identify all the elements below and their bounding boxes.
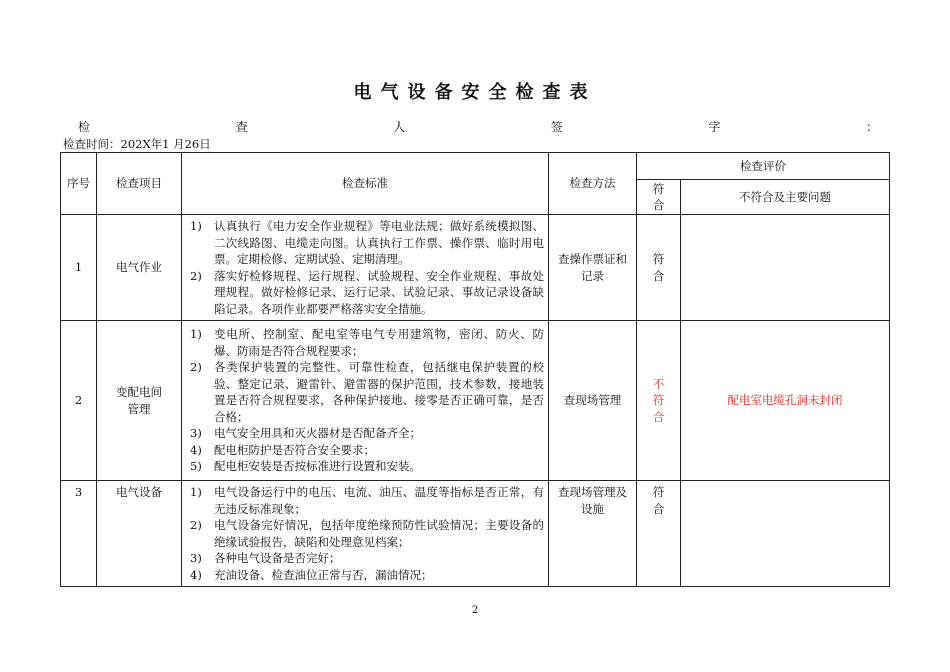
row-item: 电气作业 — [97, 215, 182, 321]
signature-char: 签 — [550, 120, 563, 134]
check-time: 检查时间：202X年1 月26日 — [63, 137, 211, 151]
standard-item: 1) 变电所、控制室、配电室等电气专用建筑物，密闭、防火、防爆、防雨是否符合规程要求； — [190, 327, 544, 358]
standard-item: 3) 各种电气设备是否完好； — [190, 551, 341, 565]
standard-item: 4) 充油设备、检查油位正常与否，漏油情况； — [190, 567, 433, 582]
standard-item: 4) 配电柜防护是否符合安全要求； — [190, 442, 375, 457]
header-method: 检查方法 — [549, 153, 637, 215]
row-seq: 3 — [61, 481, 97, 587]
row-method: 查操作票证和记录 — [549, 215, 637, 321]
header-evaluation: 检查评价 — [637, 153, 890, 180]
signature-char: 查 — [235, 120, 248, 134]
signature-char: 检 — [78, 120, 91, 134]
row-method: 查现场管理及设施 — [549, 481, 637, 587]
header-conform: 符合 — [637, 180, 681, 215]
table-row — [61, 321, 890, 481]
row-result: 不符合 — [637, 321, 681, 481]
standard-item: 3) 电气安全用具和灭火器材是否配备齐全； — [190, 426, 421, 441]
row-issue — [681, 481, 890, 587]
header-issues: 不符合及主要问题 — [681, 180, 890, 215]
signature-char: 字 — [708, 120, 721, 134]
row-standards — [182, 321, 549, 481]
row-standards — [182, 481, 549, 587]
table-row — [61, 481, 890, 587]
standard-item: 2) 各类保护装置的完整性、可靠性检查，包括继电保护装置的校验、整定记录、避雷针、避雷器的保护范围，技术参数，接地装置是否符合规程要求，各种保护接地、接零是否正确可靠，是否合格； — [190, 360, 544, 424]
row-result: 符合 — [637, 215, 681, 321]
row-item: 电气设备 — [97, 481, 182, 587]
row-seq: 1 — [61, 215, 97, 321]
header-row — [61, 153, 890, 180]
signature-row — [78, 118, 878, 135]
header-item: 检查项目 — [97, 153, 182, 215]
signature-char: 人 — [393, 120, 406, 134]
header-seq: 序号 — [61, 153, 97, 215]
row-item: 变配电间管理 — [97, 321, 182, 481]
row-method: 查现场管理 — [549, 321, 637, 481]
row-seq: 2 — [61, 321, 97, 481]
signature-char: ： — [865, 120, 878, 134]
inspection-table — [60, 152, 890, 587]
document-title: 电气设备安全检查表 — [353, 82, 597, 103]
header-standard: 检查标准 — [182, 153, 549, 215]
row-standards — [182, 215, 549, 321]
row-result: 符合 — [637, 481, 681, 587]
standard-item: 1) 电气设备运行中的电压、电流、油压、温度等指标是否正常，有无违反标准现象； — [190, 485, 544, 516]
page-number: 2 — [471, 605, 479, 616]
standard-item: 2) 落实好检修规程、运行规程、试验规程、安全作业规程、事故处理规程。做好检修记录、运行记录、试验记录、事故记录设备缺陷记录。各项作业都要严格落实安全措施。 — [190, 268, 544, 316]
standard-item: 5) 配电柜安装是否按标准进行设置和安装。 — [190, 459, 421, 474]
standard-item: 1) 认真执行《电力安全作业规程》等电业法规；做好系统模拟图、二次线路图、电缆走向图。认真执行工作票、操作票、临时用电票。定期检修、定期试验、定期清理。 — [190, 219, 544, 266]
row-issue — [681, 215, 890, 321]
standard-item: 2) 电气设备完好情况，包括年度绝缘预防性试验情况；主要设备的绝缘试验报告，缺陷和处理意见档案； — [190, 518, 544, 549]
row-issue: 配电室电缆孔洞未封闭 — [681, 321, 890, 481]
table-row — [61, 215, 890, 321]
